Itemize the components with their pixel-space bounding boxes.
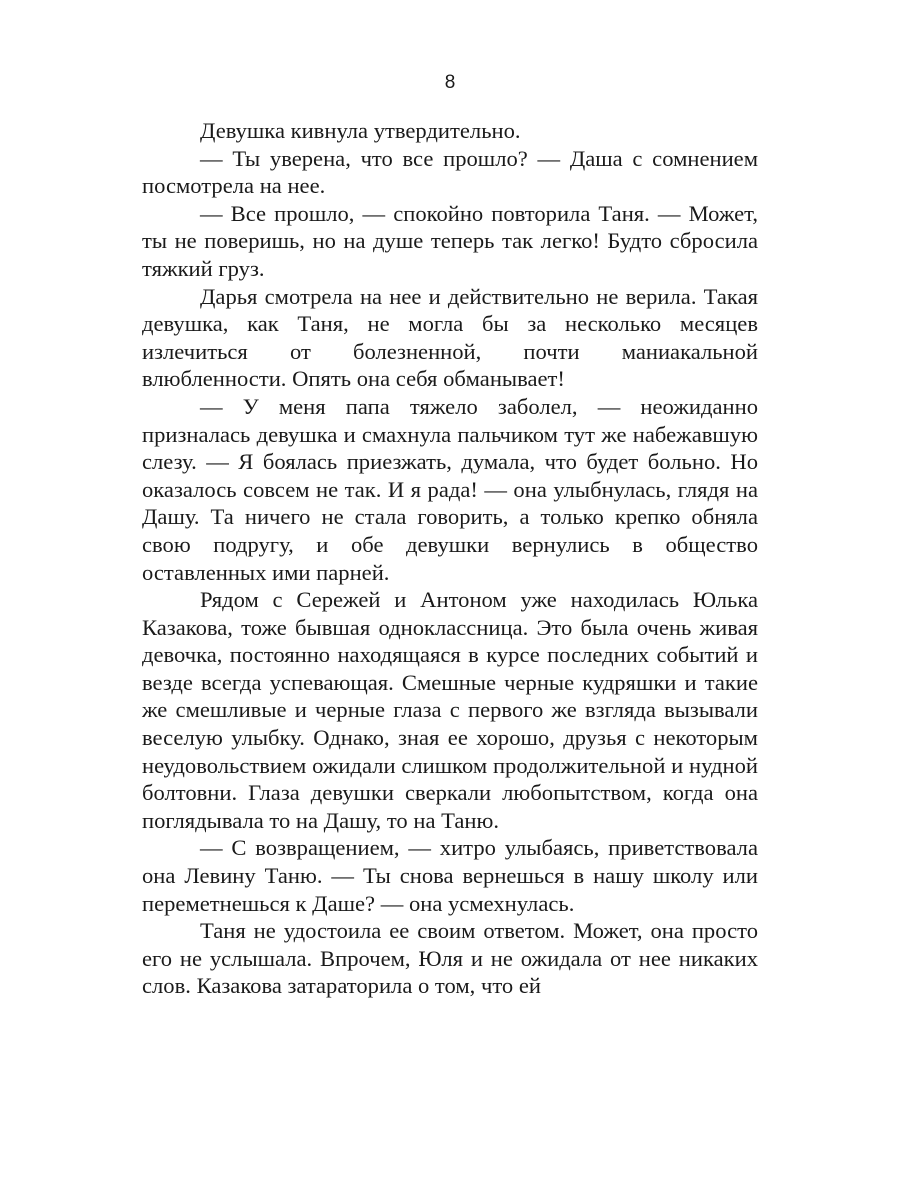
paragraph: — Ты уверена, что все прошло? — Даша с сомнением посмотрела на нее. — [142, 145, 758, 199]
paragraph: — С возвращением, — хитро улыбаясь, приветствовала она Левину Таню. — Ты снова вернешься в нашу школу или переметнешься к Даше? — она усмехнулась. — [142, 835, 758, 916]
paragraph: — У меня папа тяжело заболел, — неожиданно призналась девушка и смахнула пальчиком тут же набежавшую слезу. — Я боялась приезжать, думала, что будет больно. Но оказалось совсем не так. И я рада! — она улыбнулась, глядя на Дашу. Та ничего не стала говорить, а только крепко обняла свою подругу, и обе девушки вернулись в общество оставленных ими парней. — [142, 393, 758, 585]
paragraph: Дарья смотрела на нее и действительно не верила. Такая девушка, как Таня, не могла бы за несколько месяцев излечиться от болезненной, почти маниакальной влюбленности. Опять она себя обманывает! — [142, 283, 758, 392]
paragraph: Рядом с Сережей и Антоном уже находилась Юлька Казакова, тоже бывшая одноклассница. Это была очень живая девочка, постоянно находящаяся в курсе последних событий и везде всегда успевающая. Смешные черные кудряшки и такие же смешливые и черные глаза с первого же взгляда вызывали веселую улыбку. Однако, зная ее хорошо, друзья с некоторым неудовольствием ожидали слишком продолжительной и нудной болтовни. Глаза девушки сверкали любопытством, когда она поглядывала то на Дашу, то на Таню. — [142, 587, 758, 833]
paragraph: Девушка кивнула утвердительно. — [200, 118, 521, 143]
text-body — [142, 117, 758, 1000]
page-number: 8 — [444, 72, 456, 93]
paragraph: Таня не удостоила ее своим ответом. Может, она просто его не услышала. Впрочем, Юля и не ожидала от нее никаких слов. Казакова затараторила о том, что ей — [142, 918, 758, 999]
paragraph: — Все прошло, — спокойно повторила Таня. — Может, ты не поверишь, но на душе теперь так легко! Будто сбросила тяжкий груз. — [142, 200, 758, 281]
